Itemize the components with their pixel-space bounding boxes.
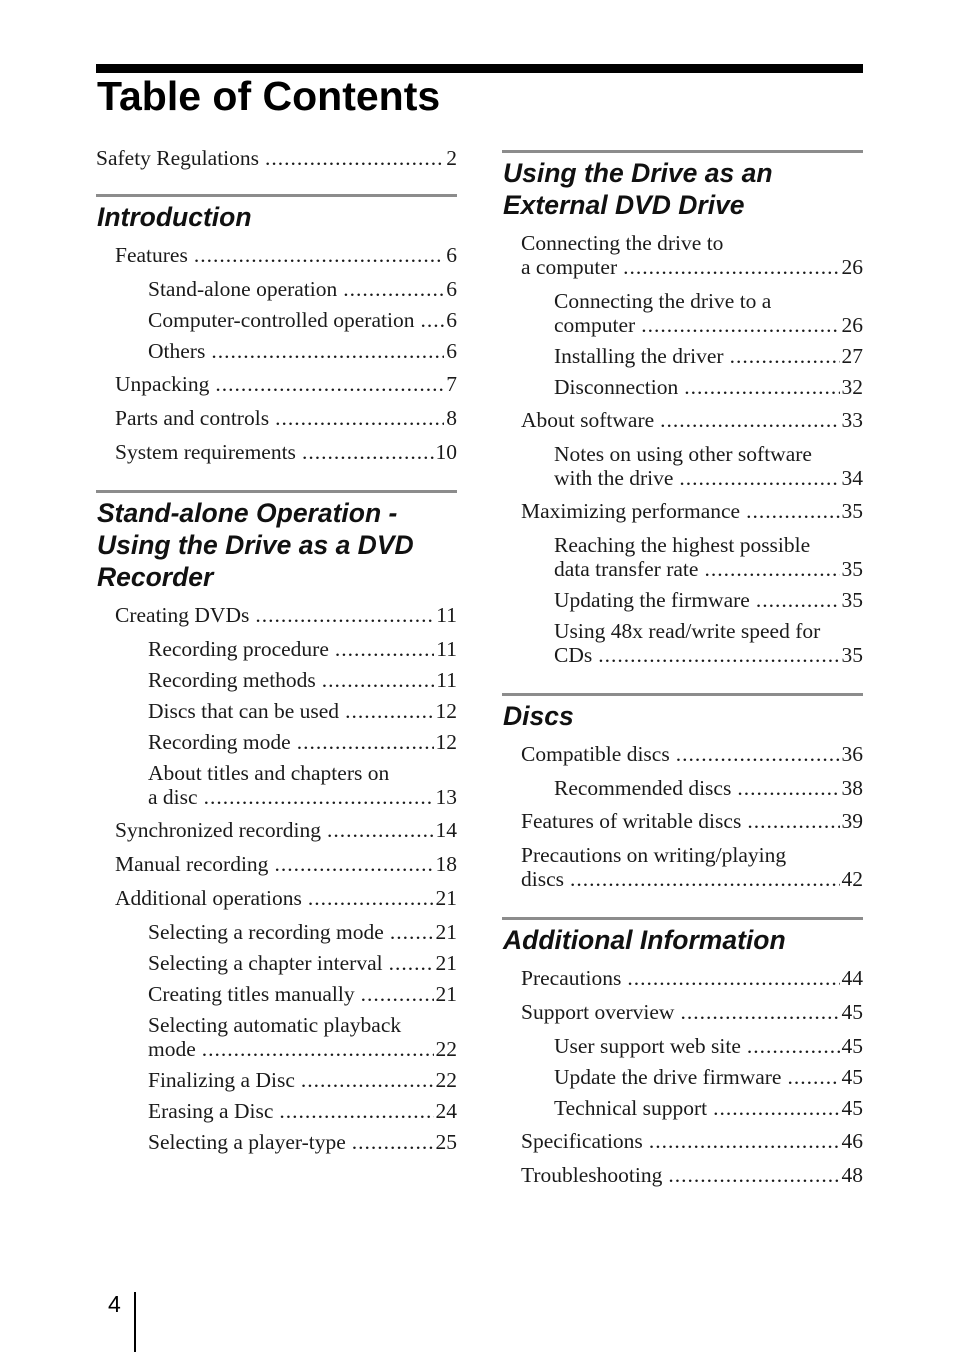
toc-entry[interactable] xyxy=(96,308,457,332)
toc-entry-line xyxy=(554,1065,863,1089)
toc-entry[interactable] xyxy=(96,140,457,170)
toc-entry[interactable] xyxy=(502,1034,863,1058)
toc-entry[interactable] xyxy=(502,442,863,490)
toc-entry[interactable] xyxy=(502,289,863,337)
toc-entry-line xyxy=(148,277,457,301)
dot-leader xyxy=(684,375,839,399)
toc-entry[interactable] xyxy=(502,499,863,523)
toc-entry-title: Update the drive firmware xyxy=(554,1065,782,1089)
toc-entry-page: 7 xyxy=(446,372,457,396)
toc-entry[interactable] xyxy=(96,886,457,910)
toc-entry[interactable] xyxy=(96,372,457,396)
dot-leader xyxy=(345,699,433,723)
dot-leader xyxy=(641,313,839,337)
toc-entry-page: 25 xyxy=(435,1130,457,1154)
dot-leader xyxy=(623,255,839,279)
dot-leader xyxy=(204,785,434,809)
toc-entry-line xyxy=(148,339,457,363)
toc-entry-title: with the drive xyxy=(554,466,674,490)
section-heading-line: Recorder xyxy=(97,562,214,592)
toc-entry-page: 10 xyxy=(435,440,457,464)
toc-entry-line xyxy=(148,730,457,754)
dot-leader xyxy=(737,776,839,800)
toc-entry-title: Manual recording xyxy=(115,852,269,876)
toc-entry-page: 45 xyxy=(841,1034,863,1058)
toc-entry[interactable] xyxy=(502,1163,863,1187)
toc-entry-page: 21 xyxy=(435,920,457,944)
dot-leader xyxy=(322,668,435,692)
toc-entry-title: Finalizing a Disc xyxy=(148,1068,295,1092)
dot-leader xyxy=(297,730,434,754)
section-heading: Introduction xyxy=(97,202,252,232)
toc-entry[interactable] xyxy=(502,966,863,990)
toc-entry-title: Technical support xyxy=(554,1096,708,1120)
toc-entry-page: 11 xyxy=(436,668,457,692)
toc-entry[interactable] xyxy=(96,1099,457,1123)
toc-entry-title-line1: Connecting the drive to xyxy=(521,231,724,255)
toc-entry-title-line1: Connecting the drive to a xyxy=(554,289,772,313)
toc-entry[interactable] xyxy=(96,603,457,627)
dot-leader xyxy=(361,982,434,1006)
toc-entry-page: 45 xyxy=(841,1065,863,1089)
toc-entry-page: 33 xyxy=(841,408,863,432)
dot-leader xyxy=(756,588,840,612)
toc-entry-line xyxy=(521,1000,863,1024)
toc-entry-page: 39 xyxy=(841,809,863,833)
toc-entry-title: Updating the firmware xyxy=(554,588,750,612)
toc-entry-list xyxy=(96,233,457,464)
dot-leader xyxy=(301,1068,434,1092)
toc-section xyxy=(502,693,863,891)
dot-leader xyxy=(389,951,434,975)
page-number-box xyxy=(108,1290,121,1318)
toc-entry-page: 34 xyxy=(841,466,863,490)
toc-entry-line xyxy=(148,668,457,692)
toc-entry-line xyxy=(521,809,863,833)
toc-entry[interactable] xyxy=(502,1065,863,1089)
toc-entry-title: Parts and controls xyxy=(115,406,270,430)
toc-entry-line xyxy=(521,1163,863,1187)
section-heading xyxy=(96,493,457,593)
toc-entry-title: Maximizing performance xyxy=(521,499,741,523)
toc-section xyxy=(96,194,457,464)
toc-entry[interactable] xyxy=(96,761,457,809)
toc-entry-title: Selecting a chapter interval xyxy=(148,951,383,975)
toc-entry[interactable] xyxy=(502,231,863,279)
toc-entry-line xyxy=(554,375,863,399)
toc-entry-line xyxy=(521,255,863,279)
toc-entry-line xyxy=(115,440,457,464)
toc-entry-page: 26 xyxy=(841,313,863,337)
section-heading-line: Discs xyxy=(503,701,574,731)
toc-entry-line xyxy=(148,637,457,661)
toc-entry[interactable] xyxy=(502,344,863,368)
toc-entry-line xyxy=(115,372,457,396)
toc-entry-page: 36 xyxy=(841,742,863,766)
toc-entry-line xyxy=(148,1068,457,1092)
section-heading-line: Additional Information xyxy=(503,925,786,955)
toc-entry-page: 24 xyxy=(435,1099,457,1123)
toc-entry-title: Selecting a player-type xyxy=(148,1130,346,1154)
toc-entry-page: 35 xyxy=(841,643,863,667)
toc-entry-title-line1: Precautions on writing/playing xyxy=(521,843,787,867)
page-number: 4 xyxy=(108,1291,121,1317)
toc-entry-page: 6 xyxy=(446,339,457,363)
toc-entry-page: 21 xyxy=(435,951,457,975)
toc-entry[interactable] xyxy=(502,1000,863,1024)
toc-entry[interactable] xyxy=(502,776,863,800)
toc-entry-page: 18 xyxy=(435,852,457,876)
toc-entry-line xyxy=(148,308,457,332)
dot-leader xyxy=(676,742,840,766)
toc-entry-page: 42 xyxy=(841,867,863,891)
toc-entry-line xyxy=(554,313,863,337)
toc-entry[interactable] xyxy=(96,243,457,267)
dot-leader xyxy=(302,440,434,464)
dot-leader xyxy=(627,966,839,990)
toc-section xyxy=(502,150,863,667)
toc-entry[interactable] xyxy=(96,277,457,301)
toc-entry-title: Disconnection xyxy=(554,375,679,399)
toc-entry-page: 13 xyxy=(435,785,457,809)
toc-column-right xyxy=(502,150,863,1187)
toc-entry-title-line1: Selecting automatic playback xyxy=(148,1013,402,1037)
toc-entry-page: 11 xyxy=(436,603,457,627)
toc-entry-page: 11 xyxy=(436,637,457,661)
toc-entry[interactable] xyxy=(502,1129,863,1153)
toc-entry-line xyxy=(554,588,863,612)
toc-entry-title: Recording procedure xyxy=(148,637,329,661)
dot-leader xyxy=(194,243,444,267)
toc-entry[interactable] xyxy=(96,1068,457,1092)
toc-entry-line xyxy=(115,603,457,627)
toc-entry-title-line1: About titles and chapters on xyxy=(148,761,390,785)
toc-entry[interactable] xyxy=(96,637,457,661)
toc-entry-page: 22 xyxy=(435,1037,457,1061)
toc-entry-page: 12 xyxy=(435,699,457,723)
toc-entry-title: Recording mode xyxy=(148,730,291,754)
toc-entry[interactable] xyxy=(502,1096,863,1120)
toc-entry-title: Others xyxy=(148,339,206,363)
toc-entry-page: 22 xyxy=(435,1068,457,1092)
toc-entry-title: Unpacking xyxy=(115,372,210,396)
section-heading xyxy=(502,920,863,956)
toc-entry-title: a disc xyxy=(148,785,198,809)
dot-leader xyxy=(746,499,839,523)
toc-entry-title: Creating titles manually xyxy=(148,982,355,1006)
toc-entry[interactable] xyxy=(502,619,863,667)
toc-entry-line xyxy=(148,1037,457,1061)
toc-entry-page: 35 xyxy=(841,499,863,523)
toc-entry-line xyxy=(115,852,457,876)
toc-section xyxy=(502,917,863,1187)
toc-entry[interactable] xyxy=(502,809,863,833)
toc-entry-title: About software xyxy=(521,408,655,432)
toc-entry-title: mode xyxy=(148,1037,196,1061)
dot-leader xyxy=(390,920,434,944)
toc-entry-title: Erasing a Disc xyxy=(148,1099,274,1123)
toc-entry-line xyxy=(521,867,863,891)
toc-entry-title: Support overview xyxy=(521,1000,675,1024)
toc-entry-list xyxy=(502,732,863,891)
toc-entry-title: Compatible discs xyxy=(521,742,670,766)
toc-sections-right xyxy=(502,150,863,1187)
toc-entry-page: 35 xyxy=(841,557,863,581)
toc-entry-title: Discs that can be used xyxy=(148,699,340,723)
toc-entry-title: Precautions xyxy=(521,966,622,990)
section-heading xyxy=(502,153,863,221)
dot-leader xyxy=(668,1163,839,1187)
toc-entry-page: 2 xyxy=(446,146,457,170)
toc-entry-page: 27 xyxy=(841,344,863,368)
toc-entry-page: 21 xyxy=(435,886,457,910)
toc-entry-line xyxy=(554,1034,863,1058)
toc-entry[interactable] xyxy=(96,339,457,363)
toc-entry-line xyxy=(148,982,457,1006)
toc-entry-line xyxy=(115,406,457,430)
toc-entry-line xyxy=(554,344,863,368)
toc-entry-line xyxy=(148,920,457,944)
dot-leader xyxy=(352,1130,434,1154)
toc-entry[interactable] xyxy=(96,730,457,754)
dot-leader xyxy=(679,466,839,490)
toc-entry[interactable] xyxy=(96,699,457,723)
toc-entry-line xyxy=(148,1130,457,1154)
toc-entry-title: discs xyxy=(521,867,564,891)
dot-leader xyxy=(787,1065,839,1089)
toc-entry-title-line1: Reaching the highest possible xyxy=(554,533,811,557)
dot-leader xyxy=(343,277,444,301)
toc-entry-page: 35 xyxy=(841,588,863,612)
toc-entry-line xyxy=(521,742,863,766)
toc-entry-line xyxy=(554,557,863,581)
toc-section xyxy=(96,490,457,1154)
toc-column-left xyxy=(96,140,457,1154)
toc-entry-page: 48 xyxy=(841,1163,863,1187)
toc-entry[interactable] xyxy=(96,1130,457,1154)
dot-leader xyxy=(275,406,444,430)
toc-entry-title: Specifications xyxy=(521,1129,643,1153)
toc-entry-title: Computer-controlled operation xyxy=(148,308,415,332)
toc-entry-line xyxy=(148,951,457,975)
toc-entry-page: 38 xyxy=(841,776,863,800)
toc-entry-page: 46 xyxy=(841,1129,863,1153)
toc-entry[interactable] xyxy=(96,951,457,975)
toc-entry-line xyxy=(115,243,457,267)
toc-entry-list xyxy=(502,956,863,1187)
toc-entry-line xyxy=(96,146,457,170)
dot-leader xyxy=(211,339,444,363)
toc-entry-page: 21 xyxy=(435,982,457,1006)
toc-entry-page: 44 xyxy=(841,966,863,990)
toc-entry[interactable] xyxy=(502,742,863,766)
dot-leader xyxy=(265,146,444,170)
toc-entry-list xyxy=(96,593,457,1154)
toc-entry-page: 45 xyxy=(841,1096,863,1120)
dot-leader xyxy=(730,344,840,368)
section-heading-line: Using the Drive as an xyxy=(503,158,773,188)
toc-entry-line xyxy=(115,818,457,842)
toc-entry[interactable] xyxy=(96,668,457,692)
dot-leader xyxy=(308,886,434,910)
dot-leader xyxy=(660,408,839,432)
toc-entry-title: Troubleshooting xyxy=(521,1163,663,1187)
dot-leader xyxy=(747,1034,840,1058)
toc-entry-line xyxy=(554,1096,863,1120)
toc-entry[interactable] xyxy=(502,533,863,581)
section-heading xyxy=(502,696,863,732)
toc-entry-line xyxy=(554,776,863,800)
toc-entry-line xyxy=(521,408,863,432)
toc-entry-page: 12 xyxy=(435,730,457,754)
toc-entry[interactable] xyxy=(96,406,457,430)
toc-sections-left xyxy=(96,194,457,1154)
toc-entry-title: Creating DVDs xyxy=(115,603,250,627)
toc-entry-title: User support web site xyxy=(554,1034,741,1058)
toc-entry-title: Features xyxy=(115,243,188,267)
toc-entry-title: Installing the driver xyxy=(554,344,724,368)
dot-leader xyxy=(713,1096,839,1120)
page-number-rule xyxy=(134,1292,136,1352)
toc-entry[interactable] xyxy=(96,818,457,842)
toc-entry-title: Stand-alone operation xyxy=(148,277,338,301)
toc-entry-title: Safety Regulations xyxy=(96,146,260,170)
dot-leader xyxy=(335,637,434,661)
toc-entry[interactable] xyxy=(502,843,863,891)
toc-entry[interactable] xyxy=(96,920,457,944)
toc-entry[interactable] xyxy=(96,440,457,464)
toc-entry-line xyxy=(115,886,457,910)
page-title: Table of Contents xyxy=(97,73,441,119)
toc-entry-page: 6 xyxy=(446,277,457,301)
toc-entry-title: CDs xyxy=(554,643,593,667)
toc-entry[interactable] xyxy=(96,852,457,876)
toc-entry-title: computer xyxy=(554,313,636,337)
dot-leader xyxy=(598,643,839,667)
section-heading-line: Stand-alone Operation - xyxy=(97,498,398,528)
toc-entry-page: 8 xyxy=(446,406,457,430)
dot-leader xyxy=(279,1099,433,1123)
toc-entry-page: 26 xyxy=(841,255,863,279)
toc-entry[interactable] xyxy=(96,1013,457,1061)
toc-entry-page: 6 xyxy=(446,243,457,267)
dot-leader xyxy=(202,1037,434,1061)
toc-top-entries xyxy=(96,140,457,170)
dot-leader xyxy=(255,603,434,627)
section-heading-line: External DVD Drive xyxy=(503,190,745,220)
toc-entry-title: Selecting a recording mode xyxy=(148,920,384,944)
toc-entry-title: a computer xyxy=(521,255,618,279)
toc-entry[interactable] xyxy=(96,982,457,1006)
dot-leader xyxy=(704,557,839,581)
toc-entry-line xyxy=(148,699,457,723)
toc-entry-line xyxy=(521,966,863,990)
dot-leader xyxy=(570,867,840,891)
dot-leader xyxy=(649,1129,840,1153)
toc-entry-line xyxy=(521,1129,863,1153)
toc-entry-title-line1: Notes on using other software xyxy=(554,442,812,466)
toc-entry[interactable] xyxy=(502,588,863,612)
dot-leader xyxy=(420,308,444,332)
toc-entry-title: data transfer rate xyxy=(554,557,699,581)
toc-entry-line xyxy=(554,466,863,490)
toc-entry-line xyxy=(521,499,863,523)
toc-entry-title: Additional operations xyxy=(115,886,302,910)
toc-entry-title: Synchronized recording xyxy=(115,818,321,842)
toc-entry-title: Recording methods xyxy=(148,668,316,692)
toc-entry-title: System requirements xyxy=(115,440,296,464)
dot-leader xyxy=(215,372,444,396)
toc-entry-page: 45 xyxy=(841,1000,863,1024)
toc-entry-page: 14 xyxy=(435,818,457,842)
toc-entry-page: 6 xyxy=(446,308,457,332)
toc-entry-line xyxy=(554,643,863,667)
toc-entry-page: 32 xyxy=(841,375,863,399)
toc-entry-line xyxy=(148,785,457,809)
dot-leader xyxy=(747,809,839,833)
toc-entry-title: Features of writable discs xyxy=(521,809,742,833)
section-heading-line: Using the Drive as a DVD xyxy=(97,530,414,560)
dot-leader xyxy=(327,818,434,842)
dot-leader xyxy=(274,852,433,876)
toc-entry-title-line1: Using 48x read/write speed for xyxy=(554,619,821,643)
toc-entry-line xyxy=(148,1099,457,1123)
toc-entry[interactable] xyxy=(502,375,863,399)
toc-entry-list xyxy=(502,221,863,667)
toc-entry[interactable] xyxy=(502,408,863,432)
toc-entry-title: Recommended discs xyxy=(554,776,732,800)
dot-leader xyxy=(680,1000,839,1024)
